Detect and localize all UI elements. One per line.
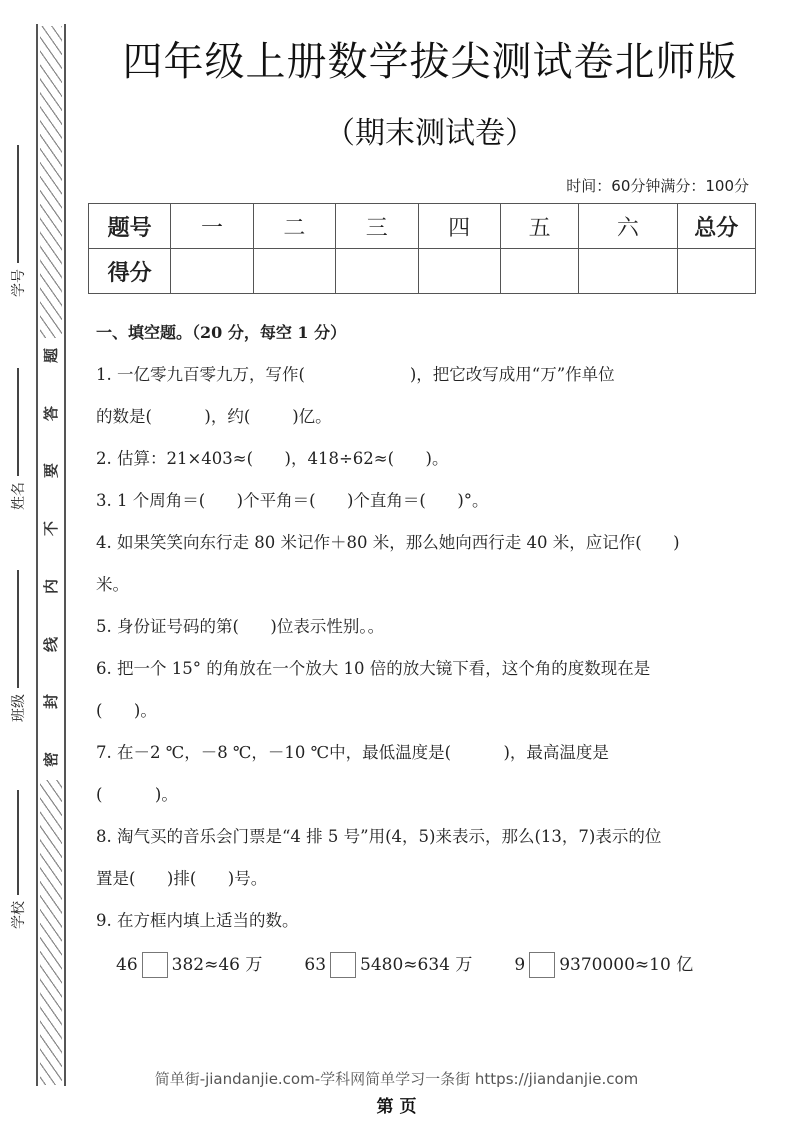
box-item-prefix: 63 [304, 955, 327, 975]
question-text: 5. 身份证号码的第( )位表示性别。。 [96, 617, 385, 636]
question-3 [96, 480, 756, 522]
watermark-footer: 简单街-jiandanjie.com-学科网简单学习一条街 https://jiandanjie.com [154, 1070, 639, 1088]
row-header-question-no: 题号 [89, 204, 171, 249]
column-header: 四 [418, 204, 500, 249]
question-text: 3. 1 个周角＝( )个平角＝( )个直角＝( )°。 [96, 491, 489, 510]
hatch-pattern-bottom [40, 780, 62, 1085]
question-text: 米。 [96, 575, 129, 594]
question-8 [96, 816, 756, 900]
school-field[interactable] [4, 790, 32, 933]
score-cell[interactable] [500, 249, 578, 294]
question-9 [96, 900, 756, 942]
seal-char: 答 [42, 405, 61, 421]
seal-char: 题 [42, 347, 61, 364]
score-table [88, 203, 756, 294]
question-text: 2. 估算：21×403≈( )，418÷62≈( )。 [96, 449, 449, 468]
score-cell[interactable] [579, 249, 677, 294]
question-text: 8. 淘气买的音乐会门票是“4 排 5 号”用(4，5)来表示，那么(13，7)表示的位 [96, 827, 662, 846]
answer-box[interactable] [330, 952, 356, 978]
box-item-suffix: 382≈46 万 [171, 955, 263, 975]
student-name-blank[interactable] [17, 368, 19, 476]
binding-line-inner [64, 24, 66, 1086]
question-text: 4. 如果笑笑向东行走 80 米记作＋80 米，那么她向西行走 40 米，应记作( ) [96, 533, 680, 552]
seal-char: 封 [42, 694, 61, 710]
question-text: ( )。 [96, 701, 157, 720]
score-cell[interactable] [171, 249, 253, 294]
column-header: 五 [500, 204, 578, 249]
seal-char: 线 [42, 636, 61, 652]
score-table-header-row [89, 204, 756, 249]
student-id-blank[interactable] [17, 145, 19, 263]
seal-char: 不 [42, 521, 61, 537]
binding-line-outer [36, 24, 38, 1086]
question-text: 置是( )排( )号。 [96, 869, 268, 888]
box-item-prefix: 9 [514, 955, 526, 975]
question-text: 9. 在方框内填上适当的数。 [96, 911, 299, 930]
page-subtitle: （期末测试卷） [325, 116, 535, 151]
answer-box[interactable] [529, 952, 555, 978]
answer-box[interactable] [142, 952, 168, 978]
box-item [116, 944, 262, 986]
box-item-suffix: 5480≈634 万 [360, 955, 473, 975]
box-item-suffix: 9370000≈10 亿 [559, 955, 694, 975]
score-table-score-row [89, 249, 756, 294]
score-cell[interactable] [418, 249, 500, 294]
score-cell[interactable] [336, 249, 418, 294]
class-blank[interactable] [17, 570, 19, 688]
question-5 [96, 606, 756, 648]
column-header: 二 [253, 204, 335, 249]
question-6 [96, 648, 756, 732]
box-item [304, 944, 472, 986]
student-id-label: 学号 [11, 269, 27, 297]
question-4 [96, 522, 756, 606]
seal-char: 要 [42, 463, 61, 479]
seal-line-text [40, 345, 62, 770]
section-fill-in-blanks [96, 312, 756, 986]
box-item [514, 944, 693, 986]
class-field[interactable] [4, 570, 32, 726]
page-title: 四年级上册数学拔尖测试卷北师版 [122, 39, 738, 85]
column-header: 六 [579, 204, 677, 249]
question-1 [96, 354, 756, 438]
column-header: 一 [171, 204, 253, 249]
column-header: 三 [336, 204, 418, 249]
page-number-label: 第 页 [376, 1097, 417, 1117]
exam-meta: 时间：60分钟满分：100分 [566, 177, 749, 195]
seal-char: 密 [42, 751, 61, 767]
box-fill-row [96, 944, 756, 986]
score-cell-total[interactable] [677, 249, 755, 294]
question-2 [96, 438, 756, 480]
column-header-total: 总分 [677, 204, 755, 249]
hatch-pattern-top [40, 26, 62, 338]
school-label: 学校 [11, 901, 27, 929]
question-text: ( )。 [96, 785, 178, 804]
student-name-label: 姓名 [11, 482, 27, 510]
class-label: 班级 [11, 694, 27, 722]
school-blank[interactable] [17, 790, 19, 895]
student-name-field[interactable] [4, 368, 32, 514]
question-7 [96, 732, 756, 816]
row-header-score: 得分 [89, 249, 171, 294]
question-text: 1. 一亿零九百零九万，写作( )，把它改写成用“万”作单位 [96, 365, 615, 384]
question-text: 的数是( )，约( )亿。 [96, 407, 332, 426]
box-item-prefix: 46 [116, 955, 138, 975]
question-text: 6. 把一个 15° 的角放在一个放大 10 倍的放大镜下看，这个角的度数现在是 [96, 659, 651, 678]
student-id-field[interactable] [4, 145, 32, 301]
score-cell[interactable] [253, 249, 335, 294]
section-heading: 一、填空题。（20 分，每空 1 分） [96, 323, 347, 342]
question-text: 7. 在－2 ℃，－8 ℃，－10 ℃中，最低温度是( )，最高温度是 [96, 743, 609, 762]
seal-char: 内 [42, 578, 61, 594]
